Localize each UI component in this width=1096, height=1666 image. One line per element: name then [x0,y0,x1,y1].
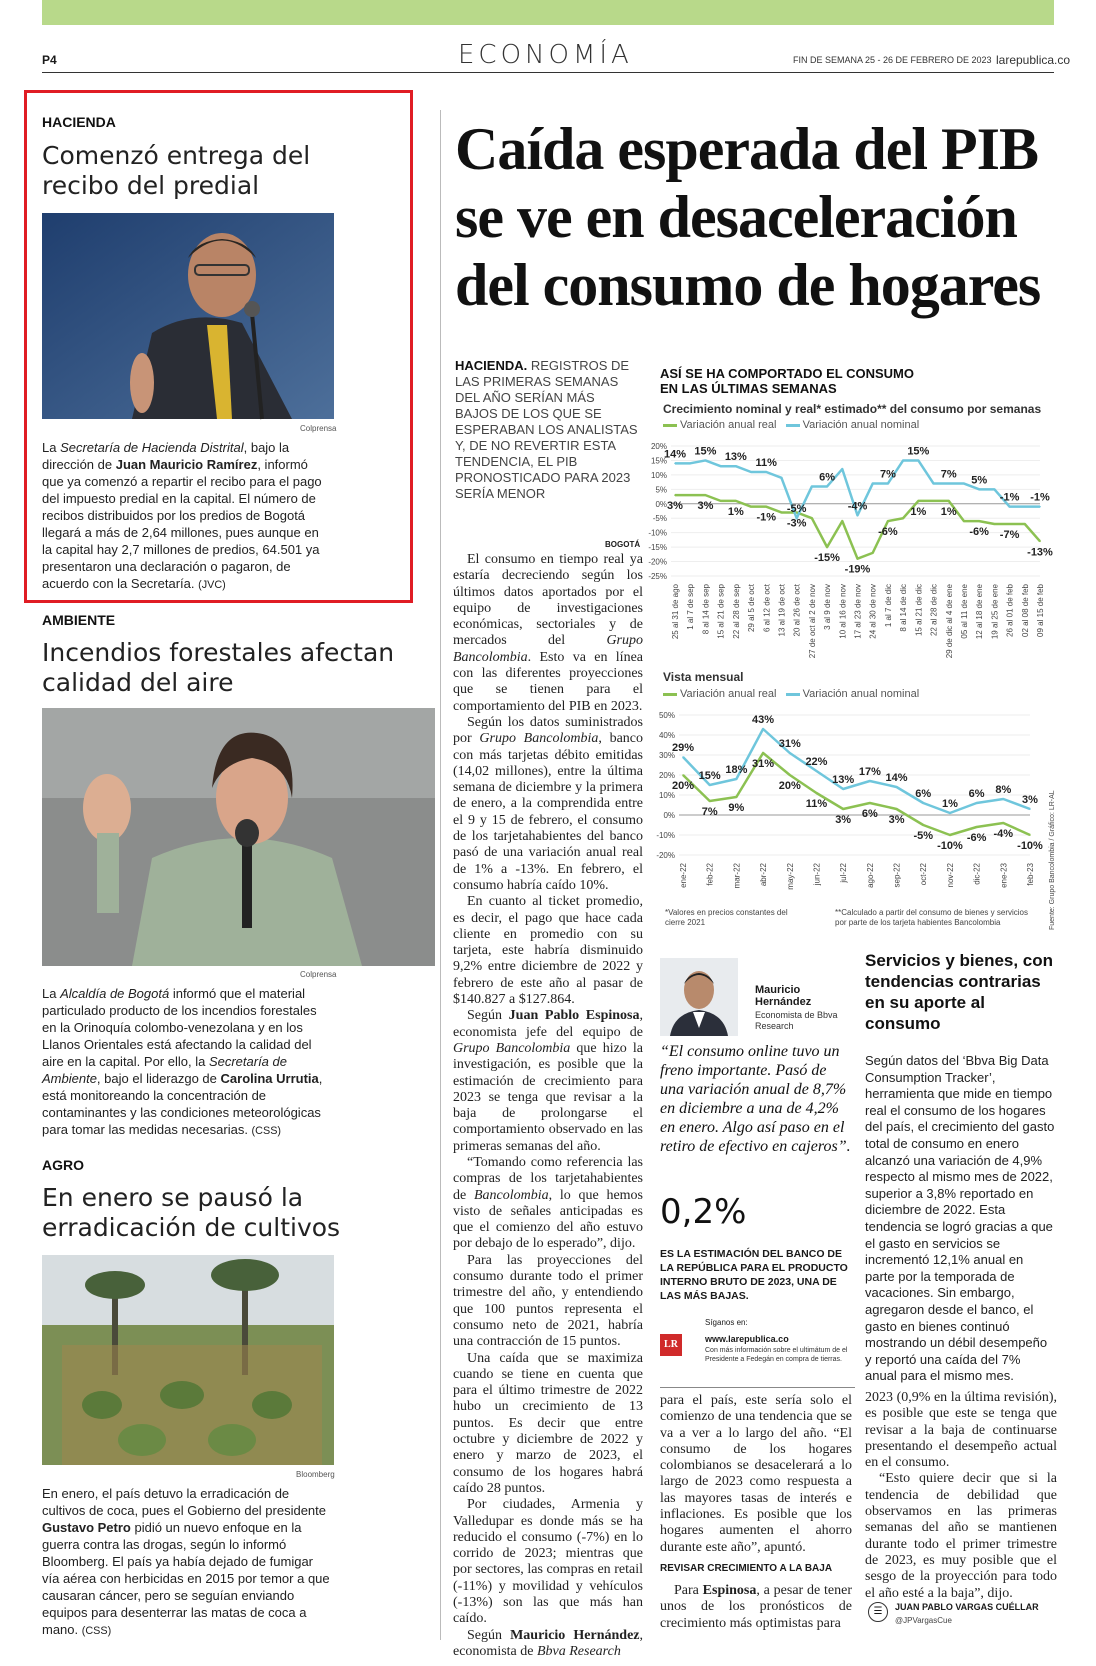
data-point [887,483,889,485]
story-subhead: REVISAR CRECIMIENTO A LA BAJA [660,1563,833,1574]
data-point [765,506,767,508]
data-label: 31% [752,758,775,770]
legend-swatch-nominal [786,693,800,696]
data-label: -10% [1017,840,1043,852]
x-tick-label: 26 al 01 de feb [1005,584,1015,637]
data-point [811,517,813,519]
big-number: 0,2% [660,1192,747,1232]
person-icon [660,958,738,1036]
x-tick-label: ene-22 [679,863,688,888]
x-tick-label: 8 al 14 de dic [899,584,909,632]
x-tick-label: 22 al 28 de dic [929,584,939,637]
data-point [857,558,859,560]
x-tick-label: 12 al 18 de ene [975,584,985,640]
data-point [705,460,707,462]
data-point [872,552,874,554]
chart-title: ASÍ SE HA COMPORTADO EL CONSUMO EN LAS ÚLTIMAS SEMANAS [660,366,914,396]
data-label: 1% [727,505,744,518]
follow-label: Síganos en: [705,1318,748,1327]
y-tick-label: 20% [650,442,667,451]
data-point [976,826,978,828]
brief-body: En enero, el país detuvo la erradicación de cultivos de coca, pues el Gobierno del presidente Gustavo Petro pidió un nuevo enfoque en la guerra contra las drogas, según lo informó Bloomberg. El país ya había dejado de fumigar vía aérea con herbicidas en 2015 por temor a que causaran cáncer, pero se seguían enviando equipos para desenterrar las matas de coca a mano. (CSS) [42,1486,330,1637]
data-point [735,500,737,502]
y-tick-label: 15% [650,456,667,466]
data-point [976,802,978,804]
chart-footnote: *Valores en precios constantes del cierre 2021 [665,908,788,927]
legend-swatch-real [663,424,677,427]
data-point [826,546,828,548]
official-portrait-icon [42,213,334,419]
data-point [1039,541,1041,543]
header-rule [42,72,1054,73]
y-tick-label: -10% [648,528,667,538]
byline: JUAN PABLO VARGAS CUÉLLAR [895,1602,1039,1612]
x-tick-label: feb-23 [1026,863,1035,886]
data-point [689,494,691,496]
data-point [902,517,904,519]
x-tick-label: 8 al 14 de sep [701,584,711,635]
data-label: 7% [701,806,718,818]
legend-nominal: Variación anual nominal [802,419,920,431]
x-tick-label: nov-22 [945,863,955,888]
x-tick-label: 15 al 21 de dic [914,584,924,637]
data-point [682,774,684,776]
x-tick-label: sep-22 [892,863,902,888]
data-point [1029,808,1031,810]
data-label: -6% [878,526,898,539]
data-label: 7% [940,468,957,481]
data-label: 11% [805,798,828,810]
data-point [1009,523,1011,525]
x-tick-label: 20 al 26 de oct [792,584,802,637]
legend-swatch-real [663,693,677,696]
data-label: 7% [879,468,896,481]
legend-nominal: Variación anual nominal [802,688,920,700]
data-label: -10% [937,840,963,852]
x-tick-label: dic-22 [972,863,982,885]
chart-footnote: **Calculado a partir del consumo de bienes y servicios por parte de los tarjeta habientes Bancolombia [835,908,1028,927]
data-point [720,500,722,502]
main-headline: Caída esperada del PIB se ve en desaceleración del consumo de hogares [455,116,1041,318]
lr-logo: LR [660,1334,682,1356]
data-point [682,756,684,758]
y-tick-label: 30% [658,751,675,760]
y-tick-label: 20% [658,771,675,780]
data-point [750,506,752,508]
story-column-2b: Para Espinosa, a pesar de tener unos de los pronósticos de crecimiento más optimistas para [660,1583,852,1631]
data-point [857,515,859,517]
x-tick-label: 25 al 31 de ago [671,584,680,640]
x-tick-label: may-22 [785,863,795,890]
y-tick-label: -15% [648,543,667,553]
photo-credit: Colprensa [300,970,337,979]
y-tick-label: -25% [648,572,667,581]
x-tick-label: 3 al 9 de nov [823,584,833,630]
x-tick-label: 6 al 12 de oct [762,584,772,633]
legend-real: Variación anual real [680,419,777,431]
data-label: 8% [995,784,1012,796]
x-tick-label: 17 al 23 de nov [853,584,863,639]
x-tick-label: 05 al 11 de ene [959,584,969,639]
page-number: P4 [42,53,57,67]
data-point [841,468,843,470]
data-label: -1% [999,491,1020,504]
data-point [963,483,965,485]
data-label: 9% [728,802,745,814]
data-label: 6% [861,808,878,820]
brief-kicker: HACIENDA [42,114,116,130]
divider [660,1387,855,1388]
data-point [922,824,924,826]
data-point [994,523,996,525]
dateline: BOGOTÁ [605,540,641,549]
data-label: -15% [814,552,840,565]
y-tick-label: 0% [663,811,675,820]
data-label: 15% [907,445,930,458]
data-point [949,834,951,836]
data-label: 3% [667,500,683,513]
data-point [705,494,707,496]
brief-title: Incendios forestales afectan calidad del aire [42,638,395,697]
column-divider [440,110,441,1640]
x-tick-label: 15 al 21 de sep [716,584,726,639]
y-tick-label: -10% [656,831,675,840]
x-tick-label: ene-23 [999,863,1009,888]
data-point [978,489,980,491]
photo-credit: Bloomberg [296,1470,335,1479]
data-label: 13% [724,451,747,464]
data-point [1003,798,1005,800]
data-label: 20% [778,780,801,792]
data-point [736,778,738,780]
data-point [922,802,924,804]
x-tick-label: oct-22 [919,863,929,886]
x-tick-label: mar-22 [732,863,742,889]
data-point [1029,834,1031,836]
chart-legend [663,419,919,431]
data-point [750,471,752,473]
data-point [963,520,965,522]
data-label: 1% [941,798,958,810]
data-label: 6% [968,788,985,800]
y-tick-label: 50% [658,711,675,720]
data-label: 11% [755,457,777,469]
weekly-consumption-chart [648,436,1055,666]
data-point [735,465,737,467]
data-point [978,520,980,522]
x-tick-label: jul-22 [839,863,849,883]
official-speaking-icon [42,708,435,966]
data-point [949,812,951,814]
data-point [1003,822,1005,824]
data-label: 6% [819,471,836,484]
data-point [781,477,783,479]
y-tick-label: -20% [648,557,667,567]
x-tick-label: 10 al 16 de nov [838,584,848,639]
chart-subtitle: Vista mensual [663,670,744,684]
x-tick-label: 22 al 28 de sep [731,584,741,639]
avatar [660,958,738,1036]
story-column-1: El consumo en tiempo real ya estaría decreciendo según los últimos datos aportados por el equipo de investigaciones económicas, sectoriales y de mercados del Grupo Bancolombia. Esto va en línea con las diferentes proyecciones que se tienen para el comportamiento del PIB en 2023. Según los datos suministrados por Grupo Bancolombia, banco con más tarjetas débito emitidas (14,02 millones), entre la última semana de diciembre y la primera de enero, a la comprendida entre el 9 y 15 de febrero, el consumo de los tarjetahabientes del banco pasó de una variación anual real de 1% a -13%. En febrero, el consumo habría caído 10%. En cuanto al ticket promedio, es decir, el pago que hace cada cliente en promedio con su tarjeta, este habría disminuido 9,2% entre diciembre de 2022 y febrero de este año al pasar de $140.827 a $127.864. Según Juan Pablo Espinosa, economista jefe del equipo de Grupo Bancolombia que hizo la investigación, es posible que la estimación de crecimiento para 2023 se tenga que revisar a la baja de prolongarse el comportamiento observado en las primeras semanas del año. “Tomando como referencia las compras de los tarjetahabientes de Bancolombia, lo que hemos visto de señales anticipadas es que el comienzo del año estuvo por debajo de lo esperado”, dijo. Para las proyecciones del consumo durante todo el primer trimestre del año, y entendiendo que 100 puntos representa el consumo neto de 2021, habría una contracción de 15 puntos. Una caída que se maximiza cuando se tiene en cuenta que para el último trimestre de 2022 hubo un crecimiento de 13 puntos. Es decir que entre octubre y diciembre de 2022 y enero y marzo de 2023, el consumo de los hogares habrá caído 28 puntos. Por ciudades, Armenia y Valledupar es donde más se ha reducido el consumo (-7%) en lo corrido de 2023; mientras que por sectores, las compras en retail (-11%) y movilidad y vehículos (-13%) son las que más han caído. Según Mauricio Hernández, economista de Bbva Research [453,552,644,1659]
data-point [720,465,722,467]
chat-icon: ☰ [868,1602,888,1622]
data-label: -1% [756,511,777,524]
x-tick-label: jun-22 [812,863,822,886]
data-label: 20% [671,780,695,792]
chart-legend [663,688,919,700]
data-point [1024,506,1026,508]
x-tick-label: 1 al 7 de sep [686,584,696,630]
y-tick-label: 40% [658,731,675,740]
data-point [1039,506,1041,508]
data-label: -4% [847,500,868,513]
data-point [896,808,898,810]
data-label: -4% [993,828,1014,840]
big-number-caption: ES LA ESTIMACIÓN DEL BANCO DE LA REPÚBLICA PARA EL PRODUCTO INTERNO BRUTO DE 2023, UNA DE LAS MÁS BAJAS. [660,1248,848,1302]
x-tick-label: 1 al 7 de dic [883,584,893,628]
pull-quote: “El consumo online tuvo un freno importante. Pasó de una variación anual de 8,7% en diciembre a una de 4,2% en enero. Algo así paso en el retiro de efectivo en cajeros”. [660,1043,851,1155]
data-point [869,802,871,804]
data-label: 6% [915,788,932,800]
data-point [902,460,904,462]
brief-body: La Alcaldía de Bogotá informó que el material particulado producto de los incendios forestales en la Orinoquía colombo-venezolana y en los Llanos Orientales está afectando la calidad del aire en la capital. Por ello, la Secretaría de Ambiente, bajo el liderazgo de Carolina Urrutia, está monitoreando la concentración de contaminantes y las condiciones meteorológicas para tomar las medidas necesarias. (CSS) [42,986,323,1137]
x-tick-label: 13 al 19 de oct [777,584,787,637]
legend-swatch-nominal [786,424,800,427]
x-tick-label: 19 al 25 de ene [990,584,1000,640]
photo-credit: Colprensa [300,424,337,433]
profile-name: Mauricio Hernández [755,984,812,1008]
data-point [816,792,818,794]
top-color-bar [42,0,1054,25]
byline-handle[interactable]: @JPVargasCue [895,1616,952,1625]
legend-real: Variación anual real [680,688,777,700]
data-label: -13% [1027,546,1053,559]
issue-date: FIN DE SEMANA 25 - 26 DE FEBRERO DE 2023 [793,55,992,65]
data-point [1009,506,1011,508]
data-label: 3% [835,814,852,826]
brief-title: Comenzó entrega del recibo del predial [42,141,311,200]
follow-text: Con más información sobre el ultimátum de el Presidente a Fedegán en compra de tierras. [705,1347,848,1363]
follow-url[interactable]: www.larepublica.co [705,1334,789,1344]
data-label: -3% [786,517,807,530]
x-tick-label: 29 de dic al 4 de ene [944,584,954,659]
data-label: -5% [786,503,807,516]
data-label: 13% [832,774,855,786]
data-point [948,500,950,502]
data-point [736,796,738,798]
profile-role: Economista de Bbva Research [755,1010,838,1031]
data-label: 18% [725,764,748,776]
story-column-3: 2023 (0,9% en la última revisión), es posible que este se tenga que revisar a la baja de continuarse presentando el desempeño actual en el consumo. “Esto quiere decir que si la tendencia de debilidad que observamos en las primeras semanas del año se mantienen durante todo el primer trimestre de 2023, es muy posible que el sesgo de la proyección para todo el año esté a la baja”, dijo. [865,1390,1057,1601]
brief-photo [42,708,435,966]
story-deck [455,358,640,502]
monthly-consumption-chart [655,705,1055,905]
data-point [869,780,871,782]
x-tick-label: feb-22 [705,863,715,886]
data-label: 1% [940,505,957,518]
data-point [781,512,783,514]
data-label: 17% [858,766,881,778]
data-point [689,463,691,465]
y-tick-label: -20% [656,851,675,860]
data-label: -7% [999,529,1020,541]
data-point [918,460,920,462]
y-tick-label: 5% [655,485,667,495]
data-point [948,483,950,485]
brief-photo [42,1255,334,1465]
data-point [842,808,844,810]
brief-body: La Secretaría de Hacienda Distrital, bajo la dirección de Juan Mauricio Ramírez, informó que ya comenzó a repartir el recibo para el pago del impuesto predial en la capital. El número de recibos distribuidos por los predios de Bogotá llegará a más de 2,64 millones, pues aunque en la capital hay 2,7 millones de predios, 64.501 ya presentaron una declaración o pagaron, de acuerdo con la Secretaría. (JVC) [42,440,322,591]
brief-title: En enero se pausó la erradicación de cultivos [42,1183,341,1242]
data-point [841,520,843,522]
chart-source: Fuente: Grupo Bancolombia / Gráfico: LR-AL [1049,790,1056,930]
y-tick-label: 0% [655,499,667,509]
data-label: 15% [694,445,717,458]
data-label: 3% [888,814,905,826]
x-tick-label: 09 al 15 de feb [1036,584,1045,637]
brief-kicker: AGRO [42,1157,84,1173]
data-point [896,786,898,788]
data-label: -1% [1030,491,1050,504]
brief-kicker: AMBIENTE [42,612,116,628]
y-tick-label: 10% [658,791,675,800]
data-label: -6% [966,832,987,844]
data-label: -19% [844,563,871,576]
data-label: 15% [698,770,721,782]
x-tick-label: 27 de oct al 2 de nov [807,584,817,659]
story-column-2: para el país, este sería solo el comienzo de una tendencia que se va a ver a lo largo del año. “El consumo de los hogares colombianos se desacelerará a lo largo de 2023 como respuesta a las mayores tasas de interés e inflaciones. Es posible que los hogares aumenten el ahorro durante este año”, apuntó. [660,1393,852,1555]
data-label: 43% [752,714,775,726]
x-tick-label: 02 al 08 de feb [1020,584,1030,637]
chart-subtitle: Crecimiento nominal y real* estimado** del consumo por semanas [663,402,1042,416]
data-point [811,486,813,488]
data-point [994,489,996,491]
data-label: 14% [663,448,687,461]
data-point [872,483,874,485]
brief-photo [42,213,334,419]
data-point [933,483,935,485]
data-point [816,770,818,772]
data-label: 3% [1022,794,1038,806]
data-point [918,500,920,502]
data-point [887,520,889,522]
site-url[interactable]: larepublica.co [996,53,1071,67]
data-label: -5% [913,830,934,842]
data-label: -6% [969,526,989,539]
data-label: 31% [778,738,801,750]
data-label: 3% [697,500,714,513]
data-label: 29% [671,742,695,754]
data-point [674,494,676,496]
data-label: 1% [910,505,927,518]
data-point [826,486,828,488]
data-point [709,800,711,802]
y-tick-label: -5% [652,514,667,524]
sidebar-title: Servicios y bienes, con tendencias contrarias en su aporte al consumo [865,951,1054,1033]
data-point [1024,523,1026,525]
data-point [709,784,711,786]
data-label: 14% [885,772,908,784]
data-point [762,728,764,730]
data-point [933,500,935,502]
y-tick-label: 10% [650,470,667,480]
coca-field-icon [42,1255,334,1465]
data-point [789,774,791,776]
section-title: ECONOMÍA [458,40,633,70]
data-point [789,752,791,754]
sidebar-body: Según datos del ‘Bbva Big Data Consumption Tracker’, herramienta que mide en tiempo real el consumo de los hogares del país, el crecimiento del gasto total de consumo en enero alcanzó una variación de 4,9% respecto al mismo mes de 2022, superior a 3,8% reportado en diciembre de 2022. Esta tendencia se logró gracias a que el gasto en servicios se incrementó 12,1% anual en parte por la temporada de vacaciones. Sin embargo, agregaron desde el banco, el gasto en bienes continuó mostrando un débil desempeño y reportó una caída del 7% anual para el mismo mes. [865,1053,1055,1384]
data-label: 22% [805,756,828,768]
data-point [762,752,764,754]
x-tick-label: 29 al 5 de oct [747,584,757,633]
x-tick-label: ago-22 [865,863,875,888]
data-point [842,788,844,790]
x-tick-label: abr-22 [759,863,769,887]
data-point [765,471,767,473]
data-point [674,463,676,465]
deck-text: REGISTROS DE LAS PRIMERAS SEMANAS DEL AÑO SERÍAN MÁS BAJOS DE LOS QUE SE ESPERABAN LOS ANALISTAS Y, DE NO REVERTIR ESTA TENDENCIA, EL PIB PRONOSTICADO PARA 2023 SERÍA MENOR [455,358,638,501]
data-label: 5% [971,474,988,487]
deck-kicker: HACIENDA. [455,358,528,373]
x-tick-label: 24 al 30 de nov [868,584,878,639]
